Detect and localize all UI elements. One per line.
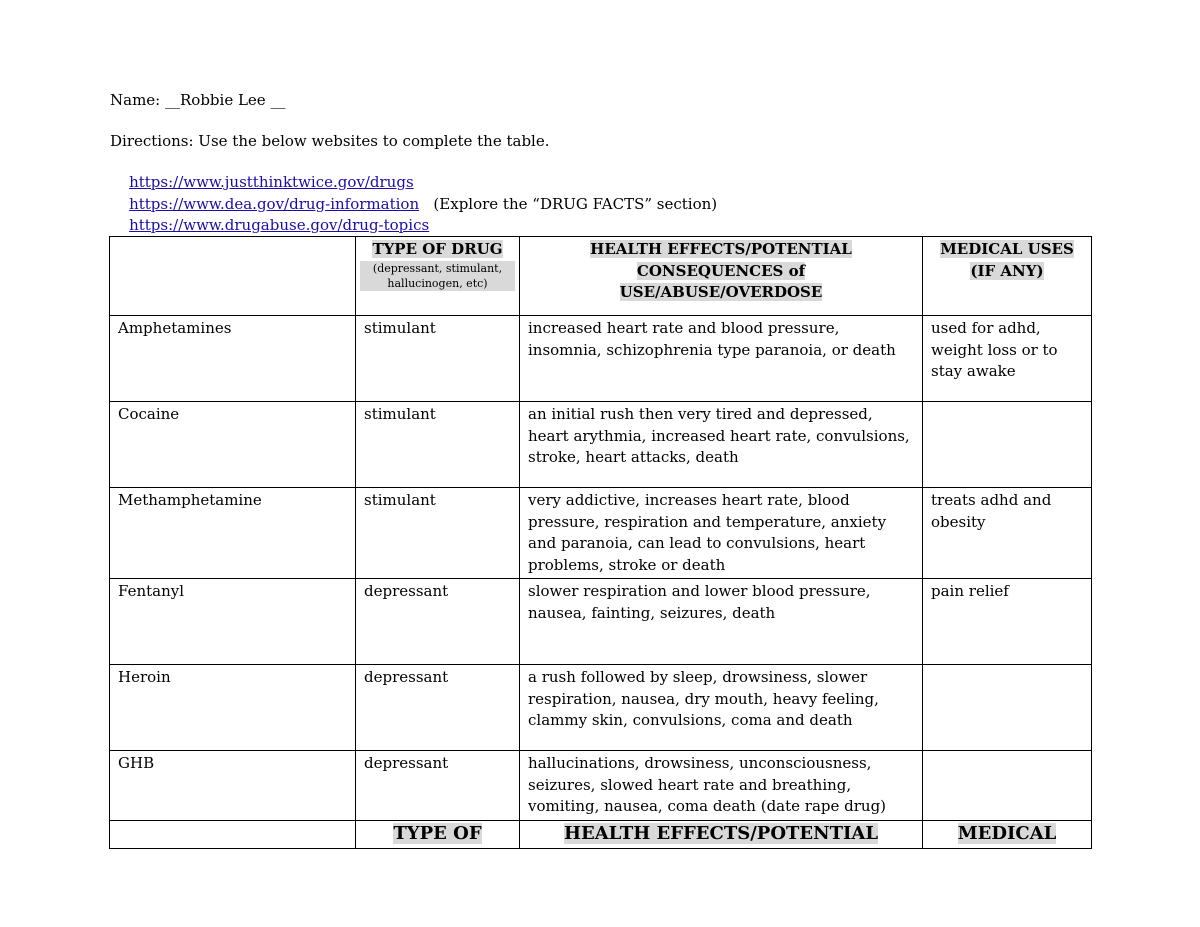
drug-type-cell: stimulant	[356, 402, 520, 488]
repeat-header-effects-label: HEALTH EFFECTS/POTENTIAL	[563, 822, 879, 844]
repeat-header-medical-cell	[923, 820, 1092, 848]
table-row	[110, 402, 1092, 488]
header-type-label: TYPE OF DRUG	[372, 240, 503, 258]
drug-name-cell: Amphetamines	[110, 316, 356, 402]
drug-name-cell: Methamphetamine	[110, 488, 356, 579]
header-type-cell	[356, 237, 520, 316]
medical-uses-cell	[923, 751, 1092, 821]
header-medical-line2: (IF ANY)	[970, 261, 1044, 280]
directions-text: Directions: Use the below websites to complete the table.	[110, 132, 550, 150]
header-effects-line1: HEALTH EFFECTS/POTENTIAL	[590, 240, 852, 258]
health-effects-cell: increased heart rate and blood pressure, insomnia, schizophrenia type paranoia, or death	[520, 316, 923, 402]
table-row	[110, 316, 1092, 402]
header-row	[110, 237, 1092, 316]
health-effects-cell: very addictive, increases heart rate, blood pressure, respiration and temperature, anxiety and paranoia, can lead to convulsions, heart problems, stroke or death	[520, 488, 923, 579]
repeat-header-effects-cell	[520, 820, 923, 848]
drug-type-cell: stimulant	[356, 488, 520, 579]
table-row	[110, 488, 1092, 579]
table-row	[110, 579, 1092, 665]
header-drug-cell	[110, 237, 356, 316]
repeat-header-type-cell	[356, 820, 520, 848]
drug-type-cell: stimulant	[356, 316, 520, 402]
drug-name-cell: Heroin	[110, 665, 356, 751]
health-effects-cell: slower respiration and lower blood pressure, nausea, fainting, seizures, death	[520, 579, 923, 665]
drug-type-cell: depressant	[356, 579, 520, 665]
medical-uses-cell	[923, 402, 1092, 488]
repeat-header-drug-cell	[110, 820, 356, 848]
link-drugabuse[interactable]: https://www.drugabuse.gov/drug-topics	[129, 216, 430, 234]
drug-type-cell: depressant	[356, 665, 520, 751]
health-effects-cell: hallucinations, drowsiness, unconsciousness, seizures, slowed heart rate and breathing, vomiting, nausea, coma death (date rape drug)	[520, 751, 923, 821]
header-effects-line3: USE/ABUSE/OVERDOSE	[619, 283, 823, 301]
medical-uses-cell	[923, 665, 1092, 751]
medical-uses-cell: treats adhd and obesity	[923, 488, 1092, 579]
drug-name-cell: Cocaine	[110, 402, 356, 488]
drug-table	[109, 236, 1092, 849]
medical-uses-cell: used for adhd, weight loss or to stay awake	[923, 316, 1092, 402]
link-justthinktwice[interactable]: https://www.justthinktwice.gov/drugs	[129, 173, 414, 191]
header-medical-line1: MEDICAL USES	[940, 240, 1074, 258]
table-row	[110, 665, 1092, 751]
name-line: Name: __Robbie Lee __	[110, 91, 286, 109]
medical-uses-cell: pain relief	[923, 579, 1092, 665]
repeat-header-type-label: TYPE OF	[393, 822, 482, 844]
drug-name-cell: GHB	[110, 751, 356, 821]
repeat-header-medical-label: MEDICAL	[957, 822, 1057, 844]
drug-type-cell: depressant	[356, 751, 520, 821]
table-row	[110, 751, 1092, 821]
drug-name-cell: Fentanyl	[110, 579, 356, 665]
repeat-header-row	[110, 820, 1092, 848]
header-effects-line2: CONSEQUENCES of	[636, 261, 806, 280]
header-effects-cell	[520, 237, 923, 316]
link-dea[interactable]: https://www.dea.gov/drug-information	[129, 195, 420, 213]
health-effects-cell: an initial rush then very tired and depressed, heart arythmia, increased heart rate, convulsions, stroke, heart attacks, death	[520, 402, 923, 488]
link-dea-note: (Explore the “DRUG FACTS” section)	[419, 195, 718, 213]
header-medical-cell	[923, 237, 1092, 316]
header-type-note: (depressant, stimulant, hallucinogen, etc)	[360, 261, 515, 291]
health-effects-cell: a rush followed by sleep, drowsiness, slower respiration, nausea, dry mouth, heavy feeling, clammy skin, convulsions, coma and death	[520, 665, 923, 751]
